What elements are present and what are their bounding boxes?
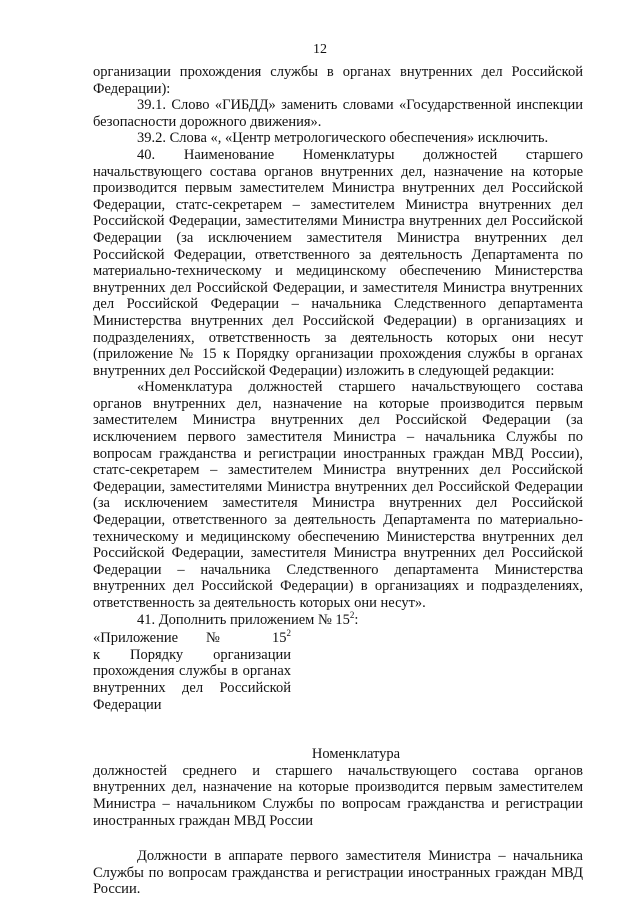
page-number: 12 [313,42,327,57]
appendix-line2: к Порядку организации прохождения службы в органах внутренних дел Российской Федерации [93,646,291,713]
paragraph-39-2: 39.2. Слова «, «Центр метрологического обеспечения» исключить. [137,130,549,147]
paragraph-41-text: 41. Дополнить приложением № 15 [137,611,350,628]
nomenclature-subtitle: должностей среднего и старшего начальствующего состава органов внутренних дел, назначение на которые производится первым заместителем Министра – начальником Службы по вопросам гражданства и регистрации иностранных граждан МВД России [93,762,583,829]
paragraph-40: 40. Наименование Номенклатуры должностей старшего начальствующего состава органов внутренних дел, назначение на которые производится первым заместителем Министра внутренних дел Российской Федерации, статс-секретарем – заместителем Министра внутренних дел Российской Федерации, заместителями Министра внутренних дел Российской Федерации (за исключением заместителя Министра внутренних дел Российской Федерации, ответственного за деятельность Департамента по материально-техническому и медицинскому обеспечению Министерства внутренних дел Российской Федерации, и заместителя Министра внутренних дел Российской Федерации – начальника Следственного департамента Министерства внутренних дел Российской Федерации) в организациях и подразделениях, ответственность за деятельность которых они несут (приложение № 15 к Порядку организации прохождения службы в органах внутренних дел Российской Федерации) изложить в следующей редакции: [93,146,583,379]
appendix-superscript-2: 2 [286,628,291,639]
paragraph-41-colon: : [354,611,359,628]
paragraph-39-1: 39.1. Слово «ГИБДД» заменить словами «Государственной инспекции безопасности дорожного движения». [93,97,583,130]
paragraph-continuation: организации прохождения службы в органах внутренних дел Российской Федерации): [93,64,583,97]
paragraph-41 [93,609,583,629]
superscript-2: 2 [349,609,355,620]
appendix-header [93,630,291,713]
nomenclature-title: Номенклатура [311,746,401,763]
closing-paragraph: Должности в аппарате первого заместителя Министра – начальника Службы по вопросам гражданства и регистрации иностранных граждан МВД России. [93,848,583,898]
paragraph-quoted-nomenclature: «Номенклатура должностей старшего начальствующего состава органов внутренних дел, назначение на которые производится первым заместителем Министра внутренних дел Российской Федерации (за исключением первого заместителя Министра – начальника Службы по вопросам гражданства и регистрации иностранных граждан МВД России), статс-секретарем – заместителем Министра внутренних дел Российской Федерации, заместителями Министра внутренних дел Российской Федерации (за исключением заместителя Министра внутренних дел Российской Федерации, ответственного за деятельность Департамента по материально-техническому и медицинскому обеспечению Министерства внутренних дел Российской Федерации, заместителя Министра внутренних дел Российской Федерации – начальника Следственного департамента Министерства внутренних дел Российской Федерации) в организациях и подразделениях, ответственность за деятельность которых они несут». [93,379,583,611]
document-body [93,64,583,898]
appendix-line1: «Приложение № 15 [93,630,287,647]
